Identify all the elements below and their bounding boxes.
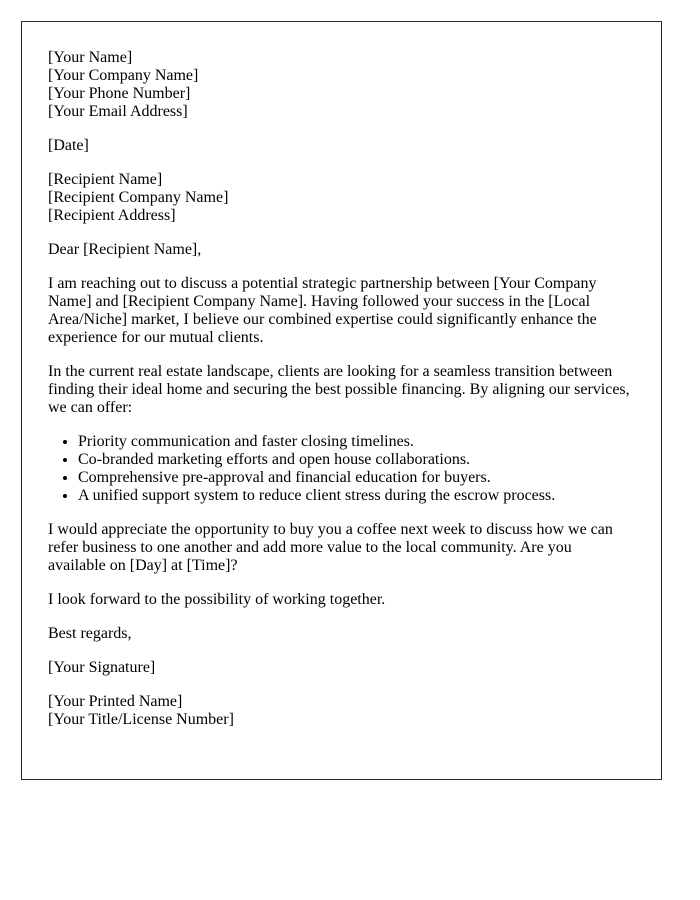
sender-phone: [Your Phone Number] bbox=[48, 85, 191, 102]
closing: Best regards, bbox=[48, 625, 132, 642]
signoff-block bbox=[48, 693, 633, 729]
sender-block bbox=[48, 49, 633, 121]
sender-name: [Your Name] bbox=[48, 49, 133, 66]
letter-page bbox=[21, 21, 662, 780]
title-license-number: [Your Title/License Number] bbox=[48, 711, 234, 728]
benefits-list bbox=[48, 433, 633, 505]
benefit-item-priority-communication: • Priority communication and faster closing timelines. bbox=[78, 433, 633, 451]
recipient-address: [Recipient Address] bbox=[48, 207, 176, 224]
cta-paragraph: I would appreciate the opportunity to buy you a coffee next week to discuss how we can refer business to one another and add more value to the local community. Are you available on [Day] at [Time]? bbox=[48, 521, 613, 574]
signature-placeholder: [Your Signature] bbox=[48, 659, 156, 676]
benefit-item-co-branded-marketing: • Co-branded marketing efforts and open house collaborations. bbox=[78, 451, 633, 469]
salutation: Dear [Recipient Name], bbox=[48, 241, 202, 258]
recipient-block bbox=[48, 171, 633, 225]
printed-name: [Your Printed Name] bbox=[48, 693, 183, 710]
benefit-item-unified-support: • A unified support system to reduce client stress during the escrow process. bbox=[78, 487, 633, 505]
date-block bbox=[48, 137, 633, 155]
outro-paragraph: I look forward to the possibility of working together. bbox=[48, 591, 386, 608]
recipient-company: [Recipient Company Name] bbox=[48, 189, 229, 206]
sender-email: [Your Email Address] bbox=[48, 103, 188, 120]
benefit-item-pre-approval-education: • Comprehensive pre-approval and financial education for buyers. bbox=[78, 469, 633, 487]
context-paragraph: In the current real estate landscape, clients are looking for a seamless transition between finding their ideal home and securing the best possible financing. By aligning our services, we can offer: bbox=[48, 363, 630, 416]
sender-company: [Your Company Name] bbox=[48, 67, 199, 84]
intro-paragraph: I am reaching out to discuss a potential strategic partnership between [Your Company Name] and [Recipient Company Name]. Having followed your success in the [Local Area/Niche] market, I believe our combined expertise could significantly enhance the experience for our mutual clients. bbox=[48, 275, 597, 346]
date-placeholder: [Date] bbox=[48, 137, 89, 154]
recipient-name: [Recipient Name] bbox=[48, 171, 163, 188]
